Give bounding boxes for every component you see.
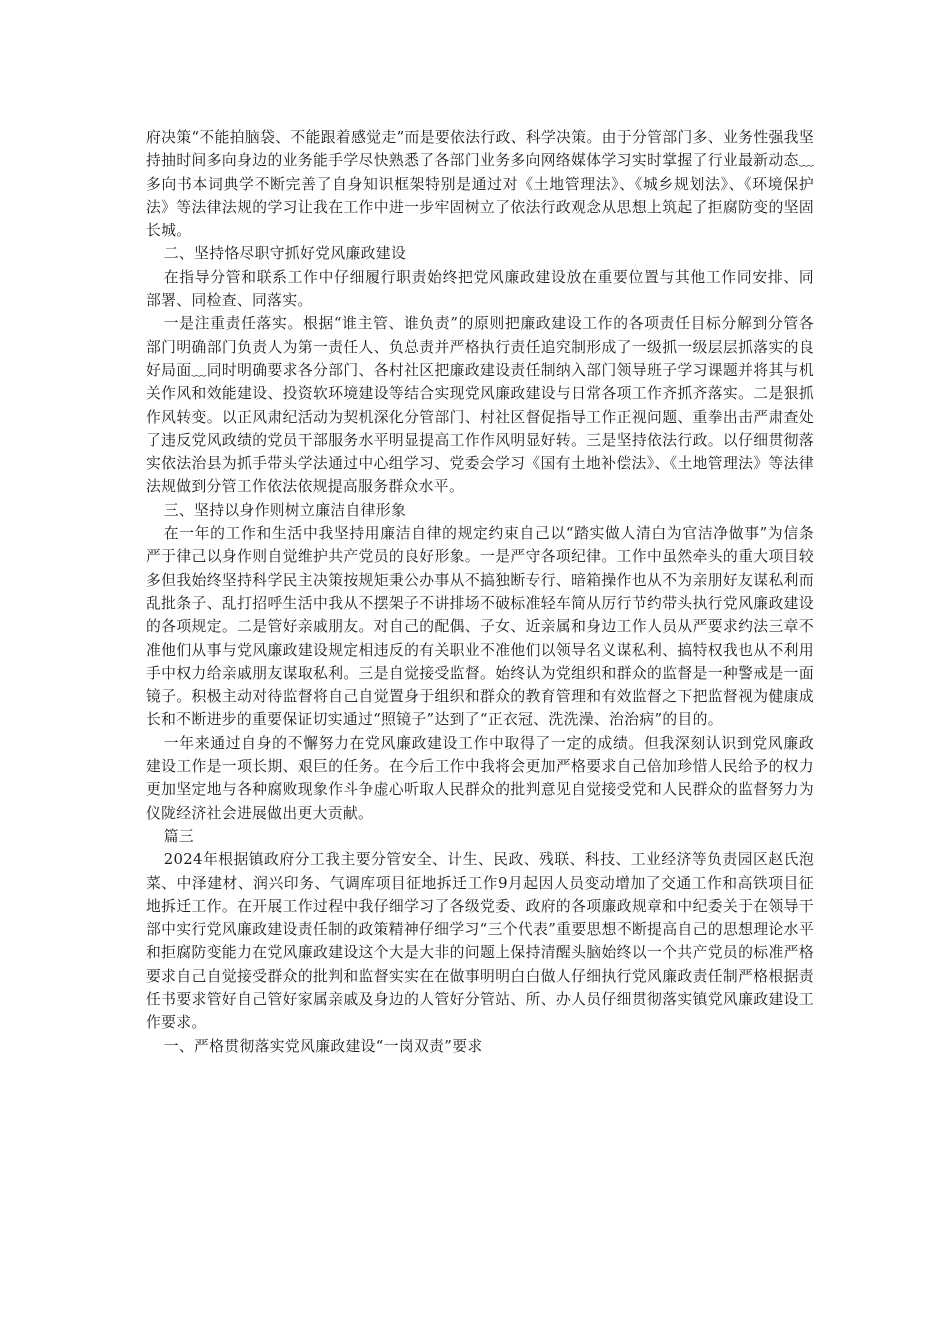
section-heading: 二、坚持恪尽职守抓好党风廉政建设 bbox=[163, 245, 407, 263]
paragraph: 在一年的工作和生活中我坚持用廉洁自律的规定约束自己以“踏实做人清白为官洁净做事”为信条严于律己以身作则自觉维护共产党员的良好形象。一是严守各项纪律。工作中虽然牵头的重大项目较多但我始终坚持科学民主决策按规矩秉公办事从不搞独断专行、暗箱操作也从不为亲朋好友谋私利而乱批条子、乱打招呼生活中我从不摆架子不讲排场不破标准轻车简从厉行节约带头执行党风廉政建设的各项规定。二是管好亲戚朋友。对自己的配偶、子女、近亲属和身边工作人员从严要求约法三章不准他们从事与党风廉政建设规定相违反的有关职业不准他们以领导名义谋私利、搞特权我也从不利用手中权力给亲戚朋友谋取私利。三是自觉接受监督。始终认为党组织和群众的监督是一种警戒是一面镜子。积极主动对待监督将自己自觉置身于组织和群众的教育管理和有效监督之下把监督视为健康成长和不断进步的重要保证切实通过“照镜子”达到了“正衣冠、洗洗澡、治治病”的目的。 bbox=[146, 525, 814, 729]
document-body bbox=[146, 126, 814, 1058]
part-label: 篇三 bbox=[163, 827, 195, 845]
paragraph: 一年来通过自身的不懈努力在党风廉政建设工作中取得了一定的成绩。但我深刻认识到党风廉政建设工作是一项长期、艰巨的任务。在今后工作中我将会更加严格要求自己倍加珍惜人民给予的权力更加坚定地与各种腐败现象作斗争虚心听取人民群众的批判意见自觉接受党和人民群众的监督努力为仪陇经济社会进展做出更大贡献。 bbox=[146, 734, 814, 822]
paragraph: 一是注重责任落实。根据“谁主管、谁负责”的原则把廉政建设工作的各项责任目标分解到分管各部门明确部门负责人为第一责任人、负总责并严格执行责任追究制形成了一级抓一级层层抓落实的良好局面﹏同时明确要求各分部门、各村社区把廉政建设责任制纳入部门领导班子学习课题并将其与机关作风和效能建设、投资软环境建设等结合实现党风廉政建设与日常各项工作齐抓齐落实。二是狠抓作风转变。以正风肃纪活动为契机深化分管部门、村社区督促指导工作正视问题、重拳出击严肃查处了违反党风政绩的党员干部服务水平明显提高工作作风明显好转。三是坚持依法行政。以仔细贯彻落实依法治县为抓手带头学法通过中心组学习、党委会学习《国有土地补偿法》、《土地管理法》等法律法规做到分管工作依法依规提高服务群众水平。 bbox=[146, 315, 814, 496]
paragraph: 在指导分管和联系工作中仔细履行职责始终把党风廉政建设放在重要位置与其他工作同安排、同部署、同检查、同落实。 bbox=[146, 268, 814, 310]
section-heading: 三、坚持以身作则树立廉洁自律形象 bbox=[163, 501, 407, 519]
paragraph: 2024年根据镇政府分工我主要分管安全、计生、民政、残联、科技、工业经济等负责园区赵氏泡菜、中泽建材、润兴印务、气调库项目征地拆迁工作9月起因人员变动增加了交通工作和高铁项目征地拆迁工作。在开展工作过程中我仔细学习了各级党委、政府的各项廉政规章和中纪委关于在领导干部中实行党风廉政建设责任制的政策精神仔细学习“三个代表”重要思想不断提高自己的思想理论水平和拒腐防变能力在党风廉政建设这个大是大非的问题上保持清醒头脑始终以一个共产党员的标准严格要求自己自觉接受群众的批判和监督实实在在做事明明白白做人仔细执行党风廉政责任制严格根据责任书要求管好自己管好家属亲戚及身边的人管好分管站、所、办人员仔细贯彻落实镇党风廉政建设工作要求。 bbox=[146, 851, 814, 1032]
paragraph: 府决策“不能拍脑袋、不能跟着感觉走”而是要依法行政、科学决策。由于分管部门多、业务性强我坚持抽时间多向身边的业务能手学尽快熟悉了各部门业务多向网络媒体学习实时掌握了行业最新动态﹏多向书本词典学不断完善了自身知识框架特别是通过对《土地管理法》、《城乡规划法》、《环境保护法》等法律法规的学习让我在工作中进一步牢固树立了依法行政观念从思想上筑起了拒腐防变的坚固长城。 bbox=[146, 129, 814, 240]
section-heading: 一、严格贯彻落实党风廉政建设“一岗双责”要求 bbox=[163, 1037, 483, 1055]
